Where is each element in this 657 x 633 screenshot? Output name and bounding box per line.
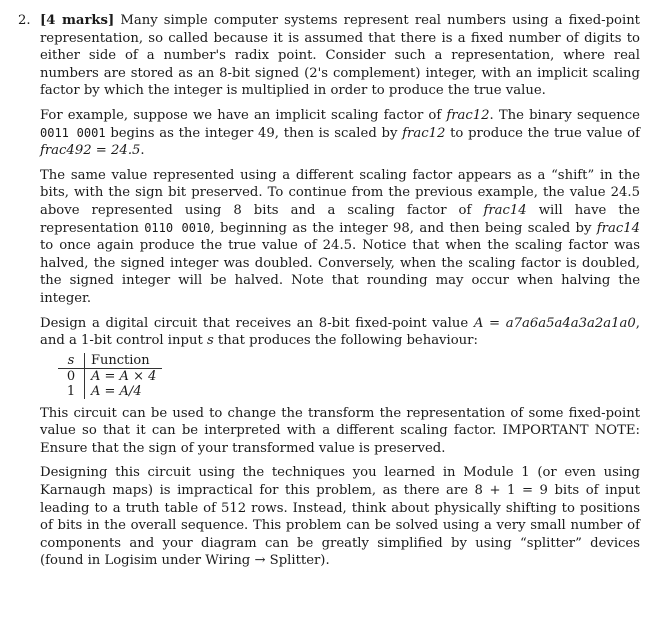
math: A = a7a6a5a4a3a2a1a0 (473, 315, 636, 331)
table-row (58, 384, 162, 399)
math: frac12 (402, 125, 446, 141)
text: For example, suppose we have an implicit scaling factor of (40, 107, 447, 123)
text: , beginning as the integer 98, and then being scaled by (210, 220, 597, 236)
text: The same value represented using a different scaling factor appears as a “shift” in the bits, with the sign bit preserved. To continue from the previous example, the value 24.5 above represented using 8 bits and a scaling factor of (40, 167, 640, 218)
table-header-row (58, 353, 162, 369)
table-cell: 0 (58, 368, 85, 384)
math: frac14 (483, 202, 527, 218)
table-cell: 1 (58, 384, 85, 399)
text: , and a 1-bit control input (40, 315, 640, 349)
table-cell: A = A × 4 (91, 368, 157, 384)
text: Design a digital circuit that receives an 8-bit fixed-point value (40, 315, 474, 331)
text: begins as the integer 49, then is scaled by (105, 125, 403, 141)
paragraph-intro (40, 12, 640, 100)
paragraph-shift (40, 167, 640, 308)
paragraph-hint: Designing this circuit using the techniques you learned in Module 1 (or even using Karnaugh maps) is impractical for this problem, as there are 8 + 1 = 9 bits of input leading to a truth table of 512 rows. Instead, think about physically shifting to positions of bits in the overall sequence. This problem can be solved using a very small number of components and your diagram can be greatly simplified by using “splitter” devices (found in Logisim under Wiring → Splitter). (40, 465, 640, 569)
bit-sequence: 0011 0001 (40, 125, 106, 140)
question-number: 2. (18, 13, 31, 28)
text: will have the representation (40, 202, 640, 236)
text: . The binary sequence (489, 107, 640, 123)
intro-text: Many simple computer systems represent real numbers using a fixed-point representation, so called because it is assumed that there is a fixed number of digits to either side of a number's radix point. Consider such a representation, where real numbers are stored as an 8-bit signed (2's complement) integer, with an implicit scaling factor by which the integer is multiplied in order to produce the true value. (40, 13, 640, 99)
text: that produces the following behaviour: (213, 333, 478, 349)
text: . (140, 143, 145, 159)
math: frac12 (446, 107, 490, 123)
paragraph-note: This circuit can be used to change the transform the representation of some fixed-point value so that it can be interpreted with a different scaling factor. IMPORTANT NOTE: Ensure that the sign of your transformed value is preserved. (40, 405, 640, 456)
math: frac492 = 24.5 (40, 143, 141, 159)
table-cell: A = A/4 (91, 383, 142, 399)
table-header-s: s (58, 353, 85, 369)
table-row (58, 368, 162, 384)
paragraph-example (40, 107, 640, 160)
table-header-function: Function (85, 353, 163, 369)
math: s (206, 333, 214, 349)
marks-label: [4 marks] (40, 13, 115, 28)
question-block (18, 12, 640, 577)
paragraph-design (40, 315, 640, 350)
math: frac14 (596, 220, 640, 236)
text: to once again produce the true value of 24.5. Notice that when the scaling factor was halved, the signed integer was doubled. Conversely, when the scaling factor is doubled, the signed integer will be halved. Note that rounding may occur when halving the integer. (40, 238, 640, 306)
text: to produce the true value of (445, 125, 640, 141)
bit-sequence: 0110 0010 (144, 220, 211, 235)
function-table (58, 353, 162, 399)
